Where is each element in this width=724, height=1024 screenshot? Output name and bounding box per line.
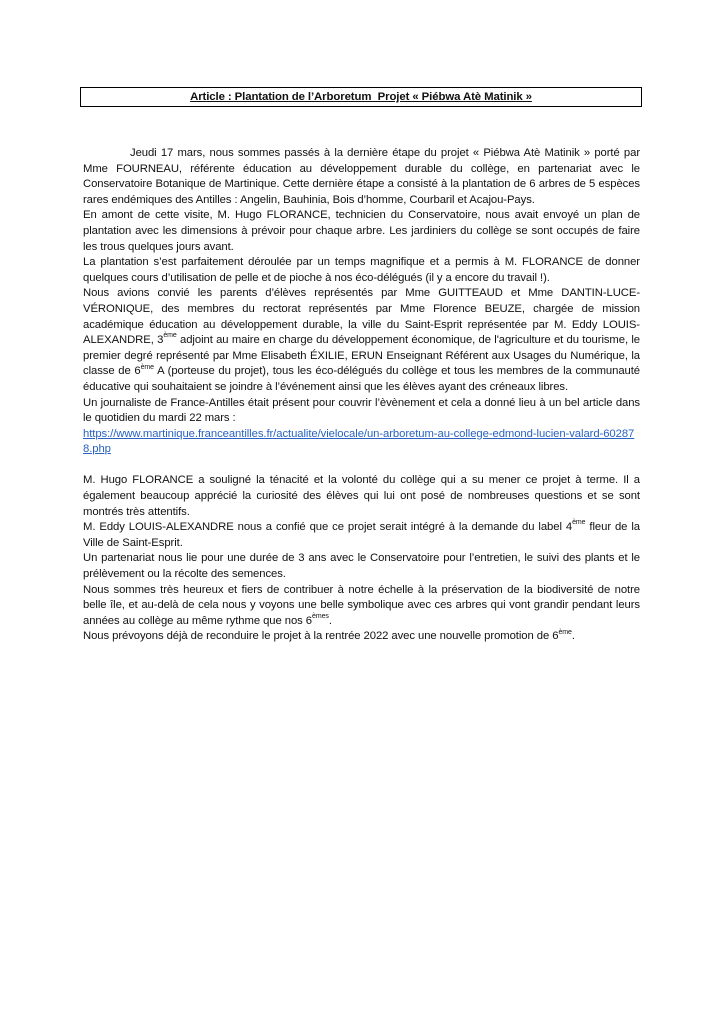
superscript-3eme: ème	[163, 332, 177, 340]
paragraph-tenacity: M. Hugo FLORANCE a souligné la ténacité et la volonté du collège qui a su mener ce projet à terme. Il a également beaucoup apprécié la curiosité des élèves qui lui ont posé de nombreuses questions et se sont montrés très attentifs.	[83, 474, 640, 518]
link-paragraph	[83, 427, 640, 458]
guests-text-3: A (porteuse du projet), tous les éco-délégués du collège et tous les membres de la communauté éducative qui souhaitaient se joindre à l’événement ainsi que les élèves ayant des créneaux libres.	[83, 365, 640, 393]
guests-text-1: Nous avions convié les parents d’élèves représentés par Mme GUITTEAUD et Mme DANTIN-LUCE-VÉRONIQUE, des membres du rectorat représentés par Mme Florence BEUZE, chargée de mission académique éducation au développement durable, la ville du Saint-Esprit représentée par M. Eddy LOUIS-ALEXANDRE, 3	[83, 287, 640, 347]
superscript-4eme: ème	[572, 519, 586, 527]
paragraph-biodiversity	[83, 583, 640, 630]
paragraph-guests	[83, 286, 640, 395]
biodiversity-text-1: Nous sommes très heureux et fiers de contribuer à notre échelle à la préservation de la biodiversité de notre belle île, et au-delà de cela nous y voyons une belle symbolique avec ces arbres qui vont grandir pendant leurs années au collège au même rythme que nos 6	[83, 583, 640, 627]
spacer	[83, 458, 640, 474]
paragraph-intro: Jeudi 17 mars, nous sommes passés à la dernière étape du projet « Piébwa Atè Matinik » porté par Mme FOURNEAU, référente éducation au développement durable du collège, en partenariat avec le Conservatoire Botanique de Martinique. Cette dernière étape a consisté à la plantation de 6 arbres de 5 espèces rares endémiques des Antilles : Angelin, Bauhinia, Bois d’homme, Courbaril et Acajou-Pays.	[83, 147, 640, 206]
title-box	[80, 87, 642, 107]
renewal-text-1: Nous prévoyons déjà de reconduire le projet à la rentrée 2022 avec une nouvelle promotion de 6	[83, 630, 559, 643]
paragraph-journalist: Un journaliste de France-Antilles était présent pour couvrir l’èvènement et cela a donné lieu à un bel article dans le quotidien du mardi 22 mars :	[83, 396, 640, 425]
article-body	[83, 146, 640, 645]
article-link[interactable]: https://www.martinique.franceantilles.fr/actualite/vielocale/un-arboretum-au-college-edmond-lucien-valard-602878.php	[83, 427, 635, 456]
paragraph-plantation: La plantation s’est parfaitement déroulée par un temps magnifique et a permis à M. FLORANCE de donner quelques cours d’utilisation de pelle et de pioche à nos éco-délégués (il y a encore du travail !).	[83, 256, 640, 284]
superscript-6eme: ème	[140, 363, 154, 371]
paragraph-label	[83, 520, 640, 551]
label-text-2: fleur de la Ville de Saint-Esprit.	[83, 521, 640, 549]
paragraph-partnership: Un partenariat nous lie pour une durée de 3 ans avec le Conservatoire pour l’entretien, le suivi des plants et le prélèvement ou la récolte des semences.	[83, 552, 640, 581]
biodiversity-text-2: .	[328, 614, 332, 627]
superscript-6eme-renewal: ème	[558, 628, 572, 636]
article-title: Article : Plantation de l’Arboretum_Projet « Piébwa Atè Matinik »	[190, 91, 532, 103]
guests-text-2: adjoint au maire en charge du développement économique, de l'agriculture et du tourisme, le premier degré représenté par Mme Elisabeth ÉXILIE, ERUN Enseignant Référent aux Usages du Numérique, la classe de 6	[83, 334, 640, 378]
paragraph-renewal	[83, 629, 640, 645]
label-text-1: M. Eddy LOUIS-ALEXANDRE nous a confié que ce projet serait intégré à la demande du label 4	[83, 521, 573, 534]
paragraph-plan: En amont de cette visite, M. Hugo FLORANCE, technicien du Conservatoire, nous avait envoyé un plan de plantation avec les dimensions à prévoir pour chaque arbre. Les jardiniers du collège se sont occupés de faire les trous quelques jours avant.	[83, 209, 640, 253]
superscript-6emes: èmes	[312, 613, 329, 621]
renewal-text-2: .	[571, 630, 575, 643]
